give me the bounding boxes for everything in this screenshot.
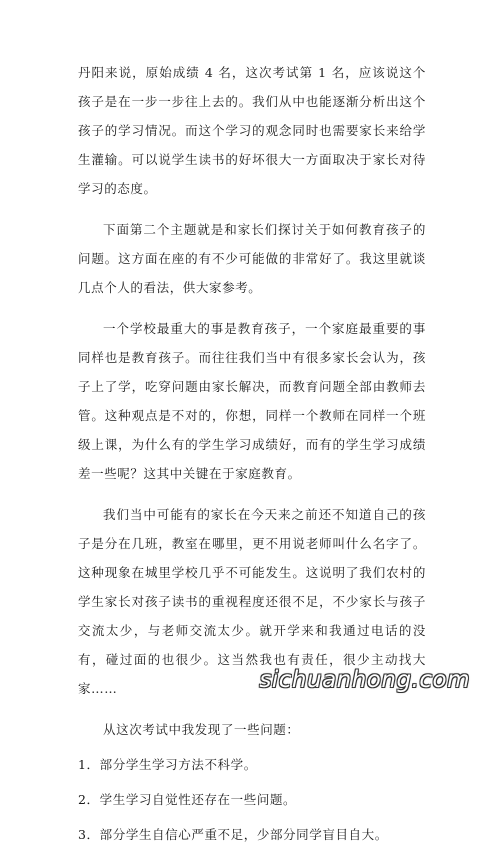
paragraph-gap xyxy=(78,203,426,215)
problem-item-3: 3．部分学生自信心严重不足，少部分同学盲目自大。 xyxy=(78,827,388,842)
paragraph-second-topic: 下面第二个主题就是和家长们探讨关于如何教育孩子的问题。这方面在座的有不少可能做的非常好了。我这里就谈几点个人的看法，供大家参考。 xyxy=(78,222,426,295)
problems-intro: 从这次考试中我发现了一些问题： xyxy=(103,722,300,737)
paragraph-gap xyxy=(78,703,426,715)
problem-item-1: 1．部分学生学习方法不科学。 xyxy=(78,757,257,772)
body-text xyxy=(78,58,426,849)
paragraph-parent-involvement: 我们当中可能有的家长在今天来之前还不知道自己的孩子是分在几班，教室在哪里，更不用说老师叫什么名字了。这种现象在城里学校几乎不可能发生。这说明了我们农村的学生家长对孩子读书的重视程度还很不足，不少家长与孩子交流太少，与老师交流太少。就开学来和我通过电话的没有，碰过面的也很少。这当然我也有责任，很少主动找大家…… xyxy=(78,507,426,696)
paragraph-gap xyxy=(78,302,426,314)
paragraph-gap xyxy=(78,488,426,500)
problem-item-2: 2．学生学习自觉性还存在一些问题。 xyxy=(78,792,297,807)
site-watermark: sichuanhong.com xyxy=(259,667,470,693)
paragraph-education-importance: 一个学校最重大的事是教育孩子，一个家庭最重要的事同样也是教育孩子。而往往我们当中有很多家长会认为，孩子上了学，吃穿问题由家长解决，而教育问题全部由教师去管。这种观点是不对的，你想，同样一个教师在同样一个班级上课，为什么有的学生学习成绩好，而有的学生学习成绩差一些呢？这其中关键在于家庭教育。 xyxy=(78,321,426,481)
paragraph-continuation: 丹阳来说，原始成绩 4 名，这次考试第 1 名，应该说这个孩子是在一步一步往上去的。我们从中也能逐渐分析出这个孩子的学习情况。而这个学习的观念同时也需要家长来给学生灌输。可以说学生读书的好坏很大一方面取决于家长对待学习的态度。 xyxy=(78,65,426,196)
